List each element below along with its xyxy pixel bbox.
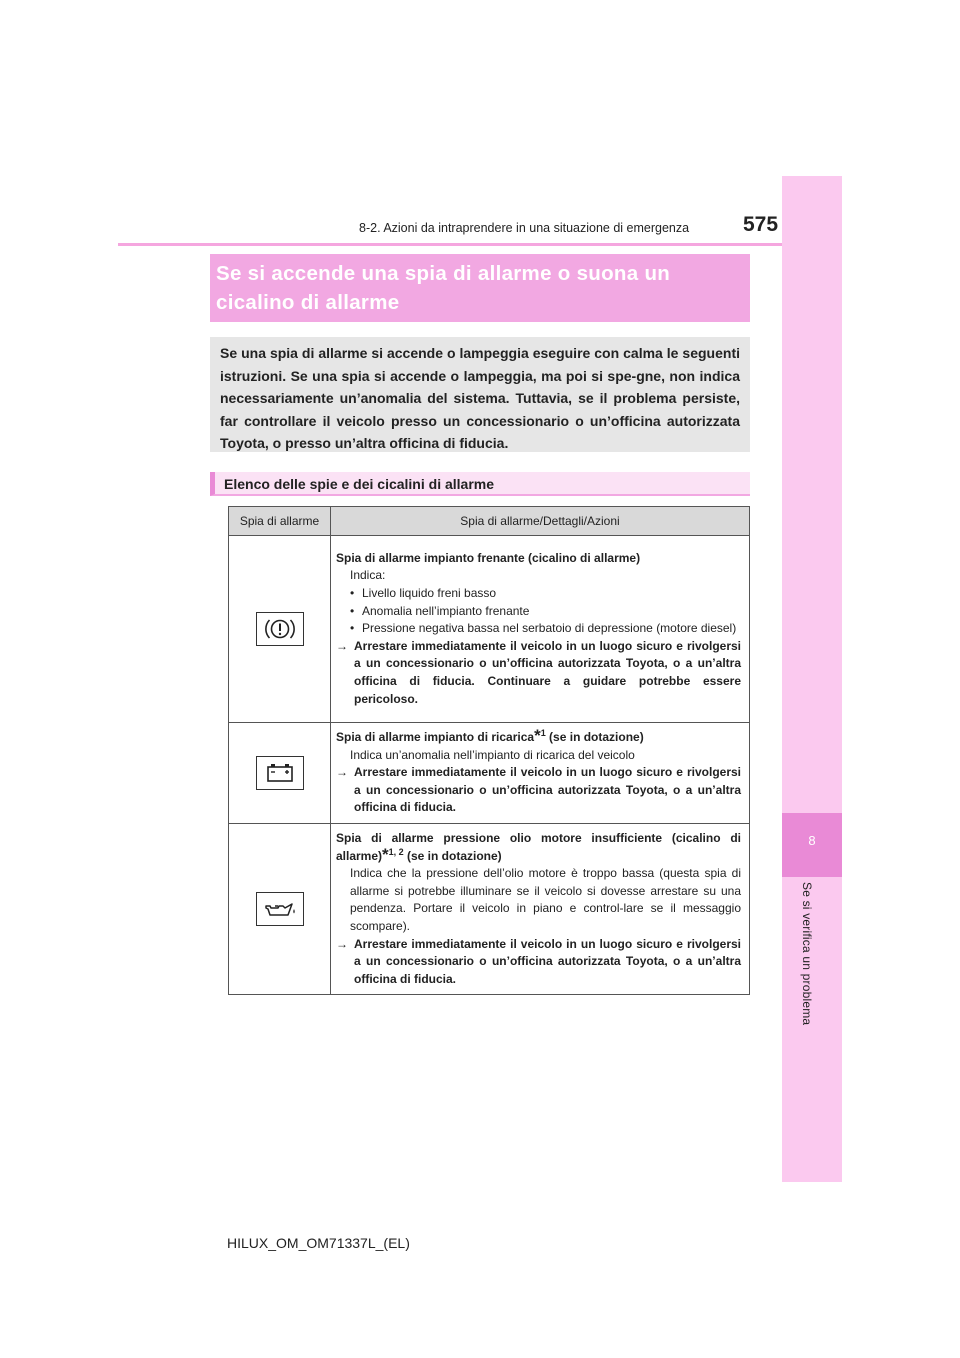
table-row (229, 536, 750, 723)
row-action (336, 764, 741, 817)
row-action (336, 638, 741, 708)
row-details (331, 536, 750, 723)
row-indica: Indica: (350, 568, 386, 583)
list-item: • Pressione negativa bassa nel serbatoio di depressione (motore diesel) (350, 620, 741, 638)
action-text: Arrestare immediatamente il veicolo in un luogo sicuro e rivolgersi a un concessionario o un’officina autorizzata Toyota, o a un’altra officina di fiducia. (354, 936, 741, 986)
row-title: Spia di allarme impianto frenante (cicalino di allarme) (336, 550, 641, 565)
chapter-number: 8 (808, 833, 816, 848)
oil-pressure-warning-icon (256, 892, 304, 926)
icon-cell (229, 536, 331, 723)
list-item: • Livello liquido freni basso (350, 585, 741, 603)
header-divider (118, 243, 782, 246)
row-title: Spia di allarme pressione olio motore insufficiente (cicalino di allarme)*$^{1, 2}$ (se in dotazione) (336, 830, 741, 864)
row-action (336, 936, 741, 989)
subsection-title: Elenco delle spie e dei cicalini di allarme (210, 472, 750, 496)
table-row (229, 723, 750, 824)
section-title: Se si accende una spia di allarme o suona un cicalino di allarme (210, 254, 750, 322)
arrow-icon: → (336, 765, 348, 780)
page-number: 575 (743, 213, 779, 236)
column-header-icon: Spia di allarme (229, 507, 331, 536)
row-details (331, 823, 750, 994)
chapter-label: Se si verifica un problema (800, 882, 814, 1026)
list-item: • Anomalia nell’impianto frenante (350, 603, 741, 621)
arrow-icon: → (336, 936, 348, 951)
column-header-details: Spia di allarme/Dettagli/Azioni (331, 507, 750, 536)
table-row (229, 823, 750, 994)
battery-charge-warning-icon (256, 756, 304, 790)
row-title: Spia di allarme impianto di ricarica*$^1$ (se in dotazione) (336, 726, 644, 745)
row-details (331, 723, 750, 824)
row-description: Indica un’anomalia nell’impianto di ricarica del veicolo (350, 747, 635, 762)
header-title: 8-2. Azioni da intraprendere in una situazione di emergenza (359, 221, 690, 235)
document-code: HILUX_OM_OM71337L_(EL) (227, 1235, 410, 1251)
action-text: Arrestare immediatamente il veicolo in un luogo sicuro e rivolgersi a un concessionario o un’officina autorizzata Toyota, o a un’altra officina di fiducia. Continuare a guidare potrebbe essere pericoloso. (354, 638, 741, 706)
warning-lights-table (228, 506, 750, 995)
chapter-number-box (782, 813, 842, 877)
intro-paragraph: Se una spia di allarme si accende o lampeggia eseguire con calma le seguenti istruzioni. Se una spia si accende o lampeggia, ma poi si spe-gne, non indica necessariamente un’anomalia del sistema. Tuttavia, se il problema persiste, far controllare il veicolo presso un concessionario o un’officina autorizzata Toyota, o presso un’altra officina di fiducia. (210, 337, 750, 452)
row-description: Indica che la pressione dell’olio motore è troppo bassa (questa spia di allarme si potrebbe illuminare se il veicolo si dovesse arrestare su una pendenza. Portare il veicolo in piano e control-lare se il messaggio scompare). (350, 866, 741, 933)
arrow-icon: → (336, 638, 348, 653)
action-text: Arrestare immediatamente il veicolo in un luogo sicuro e rivolgersi a un concessionario o un’officina autorizzata Toyota, o a un’altra officina di fiducia. (354, 765, 741, 815)
icon-cell (229, 823, 331, 994)
brake-warning-icon (256, 612, 304, 646)
table-header-row (229, 507, 750, 536)
icon-cell (229, 723, 331, 824)
